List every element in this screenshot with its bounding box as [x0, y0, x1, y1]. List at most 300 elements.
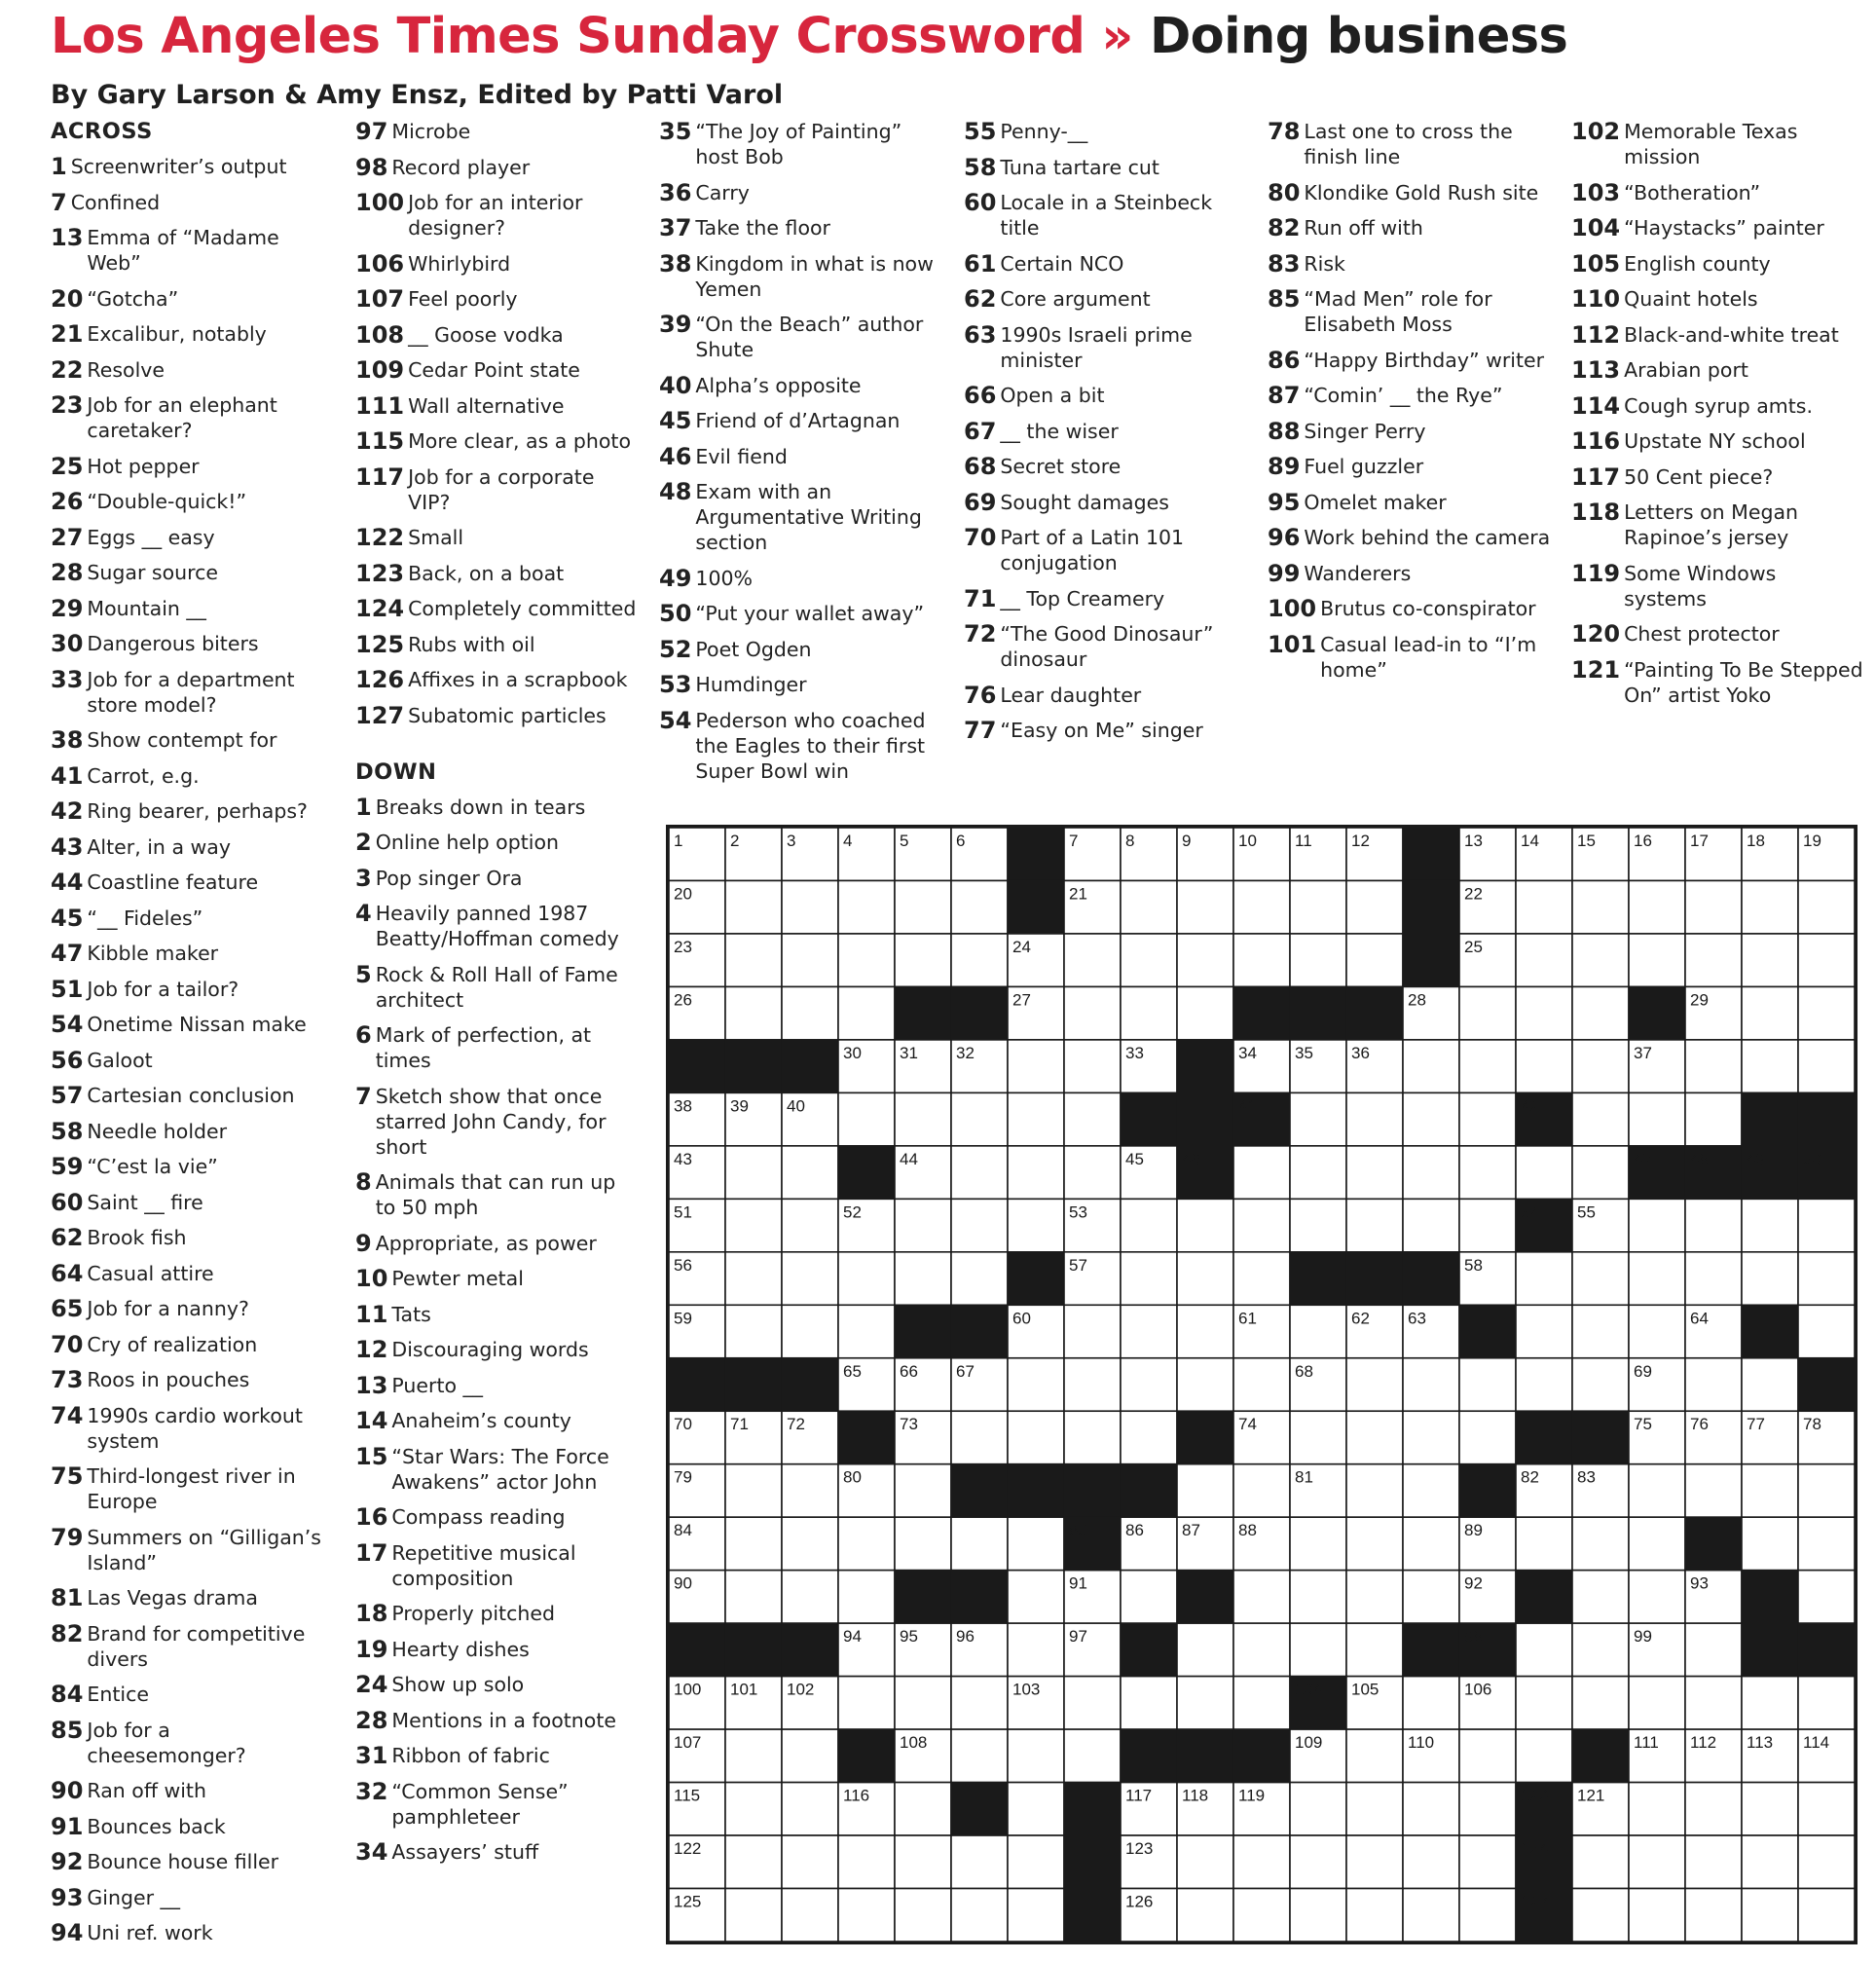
cell-number: 122 [674, 1839, 702, 1859]
grid-cell[interactable] [1516, 1729, 1572, 1782]
grid-cell[interactable] [1629, 1305, 1685, 1357]
clue-number: 57 [51, 1082, 84, 1109]
grid-cell[interactable] [725, 1146, 782, 1199]
grid-cell[interactable] [1346, 1199, 1403, 1251]
grid-cell[interactable] [1798, 1889, 1855, 1942]
grid-cell[interactable] [1064, 934, 1121, 986]
grid-cell[interactable] [951, 1835, 1008, 1888]
clue-number: 58 [964, 153, 997, 181]
clue-text: “Happy Birthday” writer [1304, 348, 1545, 372]
grid-cell[interactable] [1233, 934, 1290, 986]
grid-cell[interactable] [1403, 1835, 1459, 1888]
grid-cell[interactable] [1742, 1677, 1798, 1729]
grid-cell[interactable] [1346, 880, 1403, 933]
grid-cell[interactable] [1572, 1623, 1629, 1676]
grid-cell[interactable] [1064, 1092, 1121, 1145]
grid-cell[interactable] [782, 1146, 838, 1199]
grid-cell[interactable] [1008, 1889, 1064, 1942]
grid-cell[interactable] [1572, 1305, 1629, 1357]
clue-item [964, 119, 1246, 144]
grid-block [782, 1623, 838, 1676]
grid-cell[interactable] [1629, 1677, 1685, 1729]
clue-item [1571, 464, 1863, 490]
grid-cell[interactable] [1572, 1040, 1629, 1092]
grid-cell[interactable] [1572, 1092, 1629, 1145]
grid-cell[interactable] [782, 1464, 838, 1517]
grid-cell[interactable] [1459, 1040, 1516, 1092]
grid-cell[interactable] [1008, 1517, 1064, 1570]
grid-cell[interactable] [1798, 1677, 1855, 1729]
grid-cell[interactable] [782, 1305, 838, 1357]
grid-cell[interactable] [1177, 1623, 1233, 1676]
grid-cell[interactable] [1798, 1517, 1855, 1570]
grid-cell[interactable] [895, 1464, 951, 1517]
clue-number: 118 [1571, 499, 1621, 526]
grid-cell[interactable] [838, 1252, 895, 1305]
grid-cell[interactable] [1685, 1358, 1742, 1411]
grid-cell[interactable] [1177, 1835, 1233, 1888]
grid-cell[interactable] [1685, 1889, 1742, 1942]
grid-cell[interactable] [1629, 1092, 1685, 1145]
grid-cell[interactable] [1798, 1571, 1855, 1623]
grid-cell[interactable] [1064, 1411, 1121, 1463]
grid-cell[interactable] [1798, 1835, 1855, 1888]
grid-cell[interactable] [1346, 934, 1403, 986]
grid-cell[interactable] [1742, 1783, 1798, 1835]
grid-cell[interactable] [1403, 1411, 1459, 1463]
grid-cell[interactable] [725, 1252, 782, 1305]
grid-cell[interactable] [1008, 1092, 1064, 1145]
grid-cell[interactable] [1008, 1358, 1064, 1411]
grid-cell[interactable] [782, 1889, 838, 1942]
grid-cell[interactable] [1121, 880, 1177, 933]
grid-cell[interactable] [1177, 986, 1233, 1039]
grid-cell[interactable] [1177, 1464, 1233, 1517]
clue-number: 60 [964, 189, 997, 216]
grid-cell[interactable] [1572, 1571, 1629, 1623]
clue-text: Coastline feature [87, 870, 259, 894]
grid-cell[interactable] [1629, 880, 1685, 933]
grid-cell[interactable] [1629, 1199, 1685, 1251]
grid-cell[interactable] [1233, 1835, 1290, 1888]
grid-cell[interactable] [1798, 880, 1855, 933]
grid-cell[interactable] [1346, 1889, 1403, 1942]
grid-cell[interactable] [1459, 1835, 1516, 1888]
grid-cell[interactable] [1459, 1411, 1516, 1463]
grid-cell[interactable] [951, 1411, 1008, 1463]
grid-cell[interactable] [782, 880, 838, 933]
grid-cell[interactable] [1629, 1517, 1685, 1570]
grid-cell[interactable] [1233, 1464, 1290, 1517]
grid-cell[interactable] [1177, 934, 1233, 986]
grid-cell[interactable] [1403, 1517, 1459, 1570]
grid-cell[interactable] [951, 934, 1008, 986]
grid-cell[interactable] [1403, 1040, 1459, 1092]
grid-cell[interactable] [1516, 880, 1572, 933]
grid-cell[interactable] [1290, 1199, 1346, 1251]
grid-cell[interactable] [1008, 1729, 1064, 1782]
grid-cell[interactable] [1233, 1146, 1290, 1199]
grid-cell[interactable] [1290, 1835, 1346, 1888]
grid-cell[interactable] [838, 880, 895, 933]
grid-block [1121, 1092, 1177, 1145]
grid-cell[interactable] [951, 1889, 1008, 1942]
grid-cell[interactable] [1403, 1677, 1459, 1729]
grid-cell[interactable] [1459, 986, 1516, 1039]
grid-cell[interactable] [1177, 1252, 1233, 1305]
grid-cell[interactable] [1121, 1252, 1177, 1305]
grid-cell[interactable] [782, 934, 838, 986]
grid-cell[interactable] [1121, 1411, 1177, 1463]
grid-cell[interactable] [838, 1092, 895, 1145]
clue-text: Affixes in a scrapbook [408, 668, 628, 691]
clue-number: 90 [51, 1777, 84, 1804]
grid-cell[interactable] [725, 934, 782, 986]
grid-cell[interactable] [725, 1783, 782, 1835]
grid-cell[interactable] [1346, 1146, 1403, 1199]
grid-cell[interactable] [1064, 986, 1121, 1039]
grid-cell[interactable] [1008, 1783, 1064, 1835]
grid-cell[interactable] [1233, 1252, 1290, 1305]
cell-number: 35 [1295, 1043, 1313, 1062]
grid-cell[interactable] [1572, 1146, 1629, 1199]
grid-cell[interactable] [1008, 1623, 1064, 1676]
cell-number: 91 [1069, 1573, 1087, 1593]
grid-cell[interactable] [1572, 1889, 1629, 1942]
grid-cell[interactable] [1290, 1783, 1346, 1835]
clue-number: 12 [355, 1336, 388, 1363]
grid-cell[interactable] [1629, 1835, 1685, 1888]
clue-number: 74 [51, 1401, 84, 1429]
grid-cell[interactable] [1233, 1571, 1290, 1623]
grid-cell[interactable] [1685, 1252, 1742, 1305]
grid-cell[interactable] [782, 1571, 838, 1623]
grid-cell[interactable] [1685, 1835, 1742, 1888]
grid-cell[interactable] [1798, 1305, 1855, 1357]
grid-cell[interactable] [1403, 1571, 1459, 1623]
grid-cell[interactable] [1629, 1252, 1685, 1305]
grid-cell[interactable] [725, 1199, 782, 1251]
grid-cell[interactable] [1290, 880, 1346, 933]
grid-cell[interactable] [1177, 1358, 1233, 1411]
cell-number: 50 [1803, 1149, 1821, 1168]
grid-cell[interactable] [1121, 1677, 1177, 1729]
clue-text: Arabian port [1624, 358, 1748, 382]
grid-block [782, 1358, 838, 1411]
grid-cell[interactable] [1572, 1517, 1629, 1570]
grid-cell[interactable] [1177, 880, 1233, 933]
grid-cell[interactable] [1121, 1571, 1177, 1623]
cell-number: 87 [1182, 1521, 1200, 1540]
grid-cell[interactable] [1742, 1358, 1798, 1411]
grid-cell[interactable] [1233, 1199, 1290, 1251]
clue-text: Uni ref. work [87, 1921, 213, 1944]
grid-cell[interactable] [1516, 1358, 1572, 1411]
grid-cell[interactable] [1403, 1464, 1459, 1517]
clue-text: “On the Beach” author Shute [695, 313, 924, 361]
grid-cell[interactable] [1572, 1358, 1629, 1411]
grid-cell[interactable] [1459, 1092, 1516, 1145]
grid-cell[interactable] [1008, 1040, 1064, 1092]
grid-cell[interactable] [1177, 1199, 1233, 1251]
grid-cell[interactable] [782, 1199, 838, 1251]
grid-cell[interactable] [1346, 1571, 1403, 1623]
grid-cell[interactable] [782, 1252, 838, 1305]
grid-cell[interactable] [895, 1199, 951, 1251]
grid-cell[interactable] [1403, 1783, 1459, 1835]
grid-cell[interactable] [895, 1252, 951, 1305]
grid-cell[interactable] [1064, 1146, 1121, 1199]
grid-cell[interactable] [725, 880, 782, 933]
clue-text: Rock & Roll Hall of Fame architect [375, 962, 618, 1012]
grid-cell[interactable] [1008, 1411, 1064, 1463]
grid-cell[interactable] [1290, 1305, 1346, 1357]
grid-cell[interactable] [895, 1677, 951, 1729]
grid-cell[interactable] [1516, 1040, 1572, 1092]
grid-cell[interactable] [725, 1305, 782, 1357]
clue-text: “Common Sense” pamphleteer [391, 1779, 569, 1829]
grid-cell[interactable] [1290, 1146, 1346, 1199]
grid-cell[interactable] [1572, 1677, 1629, 1729]
grid-cell[interactable] [1516, 934, 1572, 986]
grid-cell[interactable] [1572, 1252, 1629, 1305]
grid-cell[interactable] [1459, 1199, 1516, 1251]
grid-cell[interactable] [1516, 1305, 1572, 1357]
grid-cell[interactable] [1685, 1464, 1742, 1517]
grid-cell[interactable] [1798, 934, 1855, 986]
grid-cell[interactable] [1290, 1623, 1346, 1676]
grid-cell[interactable] [1064, 1305, 1121, 1357]
clue-column-6 [1571, 119, 1863, 718]
grid-cell[interactable] [725, 1889, 782, 1942]
grid-cell[interactable] [725, 1464, 782, 1517]
clue-number: 37 [659, 214, 692, 241]
grid-cell[interactable] [782, 1517, 838, 1570]
grid-cell[interactable] [1629, 934, 1685, 986]
grid-cell[interactable] [1459, 1358, 1516, 1411]
clue-number: 70 [964, 524, 997, 551]
grid-block [725, 1623, 782, 1676]
grid-cell[interactable] [782, 1783, 838, 1835]
grid-cell[interactable] [1290, 934, 1346, 986]
clue-text: Pop singer Ora [375, 866, 523, 890]
grid-cell[interactable] [1233, 1889, 1290, 1942]
grid-cell[interactable] [951, 1092, 1008, 1145]
grid-cell[interactable] [1459, 1729, 1516, 1782]
grid-cell[interactable] [1177, 1677, 1233, 1729]
grid-cell[interactable] [1290, 1411, 1346, 1463]
grid-cell[interactable] [951, 1199, 1008, 1251]
grid-cell[interactable] [1685, 1199, 1742, 1251]
grid-cell[interactable] [1346, 1623, 1403, 1676]
grid-cell[interactable] [951, 1729, 1008, 1782]
grid-cell[interactable] [1064, 1677, 1121, 1729]
cell-number: 92 [1464, 1573, 1483, 1593]
grid-cell[interactable] [1346, 1092, 1403, 1145]
grid-cell[interactable] [895, 1517, 951, 1570]
grid-cell[interactable] [1346, 1358, 1403, 1411]
grid-cell[interactable] [1346, 1411, 1403, 1463]
grid-cell[interactable] [1008, 1835, 1064, 1888]
grid-cell[interactable] [1742, 1199, 1798, 1251]
clue-text: Core argument [1000, 287, 1151, 311]
grid-cell[interactable] [951, 1517, 1008, 1570]
clue-number: 79 [51, 1523, 84, 1551]
grid-cell[interactable] [1346, 1729, 1403, 1782]
grid-cell[interactable] [725, 1571, 782, 1623]
grid-cell[interactable] [1798, 1252, 1855, 1305]
grid-cell[interactable] [782, 1729, 838, 1782]
grid-cell[interactable] [895, 1835, 951, 1888]
grid-cell[interactable] [1516, 1677, 1572, 1729]
grid-cell[interactable] [1685, 1623, 1742, 1676]
grid-cell[interactable] [1685, 880, 1742, 933]
grid-block [1177, 1040, 1233, 1092]
grid-cell[interactable] [1008, 1146, 1064, 1199]
grid-cell[interactable] [1008, 1571, 1064, 1623]
grid-cell[interactable] [782, 986, 838, 1039]
clue-item [355, 901, 638, 951]
grid-cell[interactable] [725, 1729, 782, 1782]
grid-cell[interactable] [895, 1092, 951, 1145]
grid-cell[interactable] [838, 1677, 895, 1729]
grid-cell[interactable] [1629, 1889, 1685, 1942]
clue-text: Job for a department store model? [87, 667, 295, 717]
grid-cell[interactable] [725, 986, 782, 1039]
grid-cell[interactable] [951, 1677, 1008, 1729]
grid-cell[interactable] [838, 1305, 895, 1357]
grid-cell[interactable] [1742, 1889, 1798, 1942]
grid-cell[interactable] [1516, 1623, 1572, 1676]
grid-cell[interactable] [1290, 1571, 1346, 1623]
grid-cell[interactable] [1403, 1146, 1459, 1199]
grid-cell[interactable] [1459, 1783, 1516, 1835]
clue-item [1571, 621, 1863, 647]
grid-cell[interactable] [1516, 1517, 1572, 1570]
grid-cell[interactable] [1798, 986, 1855, 1039]
grid-cell[interactable] [1064, 1729, 1121, 1782]
grid-cell[interactable] [1403, 1092, 1459, 1145]
grid-cell[interactable] [1233, 1677, 1290, 1729]
clue-item [51, 1403, 333, 1454]
grid-cell[interactable] [1685, 934, 1742, 986]
grid-cell[interactable] [838, 1835, 895, 1888]
grid-cell[interactable] [1403, 1358, 1459, 1411]
grid-cell[interactable] [838, 1571, 895, 1623]
grid-cell[interactable] [1064, 1040, 1121, 1092]
grid-cell[interactable] [1233, 1623, 1290, 1676]
grid-cell[interactable] [838, 934, 895, 986]
grid-cell[interactable] [1121, 1199, 1177, 1251]
grid-cell[interactable] [725, 1517, 782, 1570]
grid-cell[interactable] [1798, 1040, 1855, 1092]
clue-number: 87 [1268, 382, 1301, 409]
grid-cell[interactable] [1685, 1040, 1742, 1092]
grid-cell[interactable] [1346, 1517, 1403, 1570]
grid-cell[interactable] [838, 986, 895, 1039]
grid-cell[interactable] [1572, 934, 1629, 986]
clue-number: 125 [355, 630, 405, 658]
grid-cell[interactable] [1121, 986, 1177, 1039]
grid-cell[interactable] [1742, 1835, 1798, 1888]
cell-number: 94 [843, 1627, 862, 1646]
grid-block [1346, 986, 1403, 1039]
grid-cell[interactable] [1516, 1252, 1572, 1305]
grid-cell[interactable] [1008, 1199, 1064, 1251]
grid-cell[interactable] [1798, 1783, 1855, 1835]
grid-cell[interactable] [951, 880, 1008, 933]
grid-cell[interactable] [1121, 934, 1177, 986]
grid-cell[interactable] [1742, 1464, 1798, 1517]
cell-number: 19 [1803, 832, 1821, 850]
grid-cell[interactable] [1290, 1517, 1346, 1570]
grid-cell[interactable] [1685, 1677, 1742, 1729]
grid-cell[interactable] [895, 1783, 951, 1835]
grid-cell[interactable] [1742, 880, 1798, 933]
grid-cell[interactable] [1798, 1199, 1855, 1251]
grid-cell[interactable] [1121, 1305, 1177, 1357]
grid-cell[interactable] [895, 934, 951, 986]
clue-number: 1 [355, 793, 372, 821]
grid-cell[interactable] [951, 1146, 1008, 1199]
grid-cell[interactable] [1290, 1889, 1346, 1942]
grid-cell[interactable] [1685, 1783, 1742, 1835]
grid-cell[interactable] [895, 880, 951, 933]
grid-cell[interactable] [1121, 1358, 1177, 1411]
grid-cell[interactable] [1572, 986, 1629, 1039]
grid-cell[interactable] [1572, 880, 1629, 933]
grid-cell[interactable] [725, 1835, 782, 1888]
grid-cell[interactable] [1233, 1358, 1290, 1411]
grid-cell[interactable] [1177, 1889, 1233, 1942]
grid-cell[interactable] [1346, 1783, 1403, 1835]
grid-cell[interactable] [1629, 1571, 1685, 1623]
grid-cell[interactable] [1516, 1146, 1572, 1199]
clue-item [1571, 428, 1863, 454]
grid-cell[interactable] [1516, 986, 1572, 1039]
grid-cell[interactable] [1346, 1835, 1403, 1888]
grid-cell[interactable] [951, 1252, 1008, 1305]
grid-cell[interactable] [1798, 1464, 1855, 1517]
grid-cell[interactable] [1685, 1092, 1742, 1145]
grid-cell[interactable] [1459, 1146, 1516, 1199]
grid-cell[interactable] [1742, 986, 1798, 1039]
clue-column-1 [51, 119, 333, 1956]
grid-cell[interactable] [1742, 1040, 1798, 1092]
grid-cell[interactable] [1629, 1783, 1685, 1835]
grid-cell[interactable] [895, 1889, 951, 1942]
clue-item [1268, 286, 1555, 337]
grid-cell[interactable] [1290, 1092, 1346, 1145]
grid-cell[interactable] [782, 1835, 838, 1888]
grid-cell[interactable] [1629, 1464, 1685, 1517]
grid-cell[interactable] [838, 1889, 895, 1942]
grid-cell[interactable] [1403, 1889, 1459, 1942]
grid-cell[interactable] [1742, 934, 1798, 986]
grid-cell[interactable] [1459, 1889, 1516, 1942]
grid-cell[interactable] [1064, 1358, 1121, 1411]
grid-cell[interactable] [1403, 1199, 1459, 1251]
grid-cell[interactable] [1742, 1517, 1798, 1570]
grid-cell[interactable] [1346, 1464, 1403, 1517]
clue-text: Omelet maker [1304, 490, 1447, 514]
grid-cell[interactable] [1233, 880, 1290, 933]
grid-cell[interactable] [1177, 1305, 1233, 1357]
grid-cell[interactable] [1572, 1835, 1629, 1888]
clue-item [964, 419, 1246, 444]
grid-cell[interactable] [1742, 1252, 1798, 1305]
grid-cell[interactable] [838, 1517, 895, 1570]
